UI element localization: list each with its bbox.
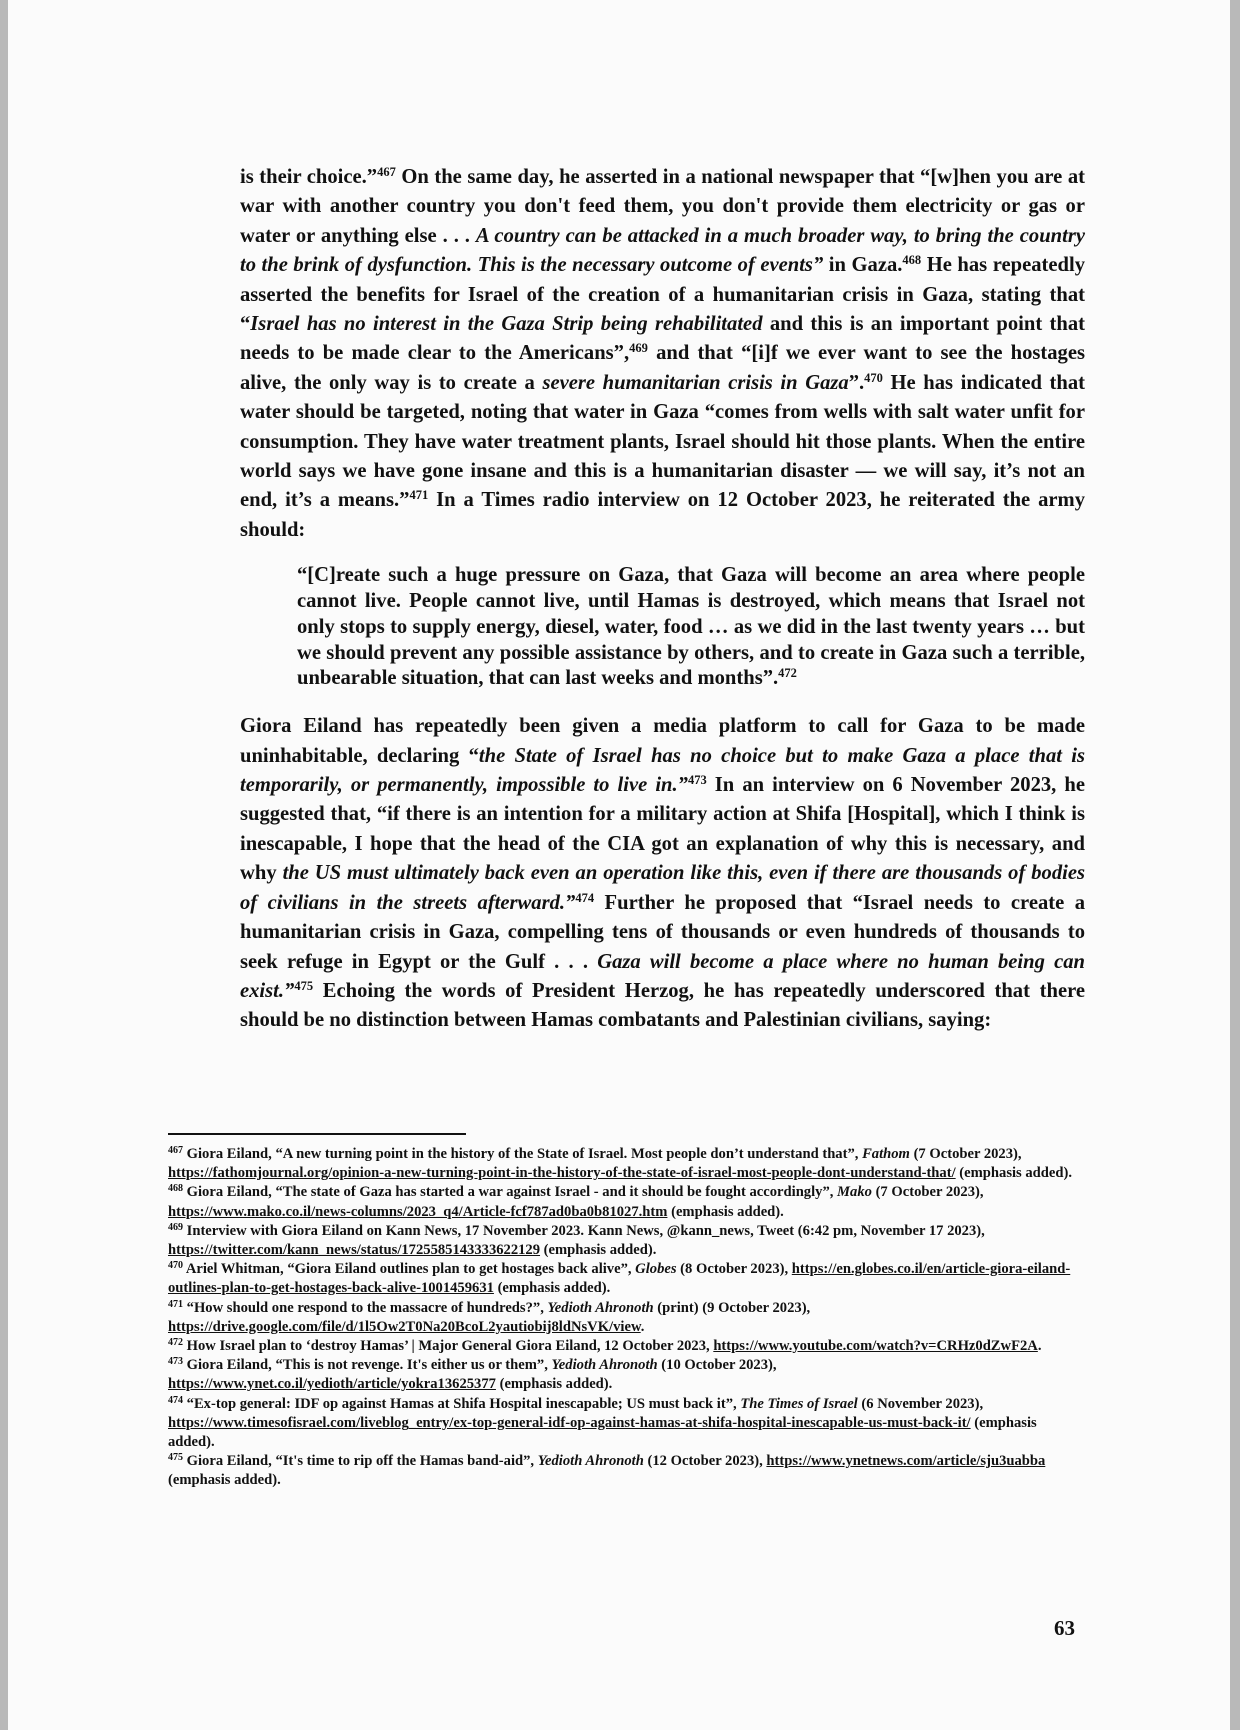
footnote-472: $^{472}$ How Israel plan to ‘destroy Hamas’ | Major General Giora Eiland, 12 October 2023, https://www.youtube.com/watch?v=CRHz0dZwF2A. bbox=[168, 1337, 1042, 1355]
footnote-ref: 469 bbox=[168, 1221, 183, 1233]
italic-emphasis: Mako bbox=[837, 1184, 872, 1201]
footnote-467: $^{467}$ Giora Eiland, “A new turning point in the history of the State of Israel. Most people don’t understand that”, Fathom (7 October 2023), https://fathomjournal.org/opinion-a-new-turning-point-in-the-history-of-the-state-of-israel-most-people-dont-understand-that/ (emphasis added). bbox=[168, 1145, 1073, 1182]
footnote-471: $^{471}$ “How should one respond to the massacre of hundreds?”, Yedioth Ahronoth (print) (9 October 2023), https://drive.google.com/file/d/1l5Ow2T0Na20BcoL2yautiobij8ldNsVK/view. bbox=[168, 1298, 811, 1335]
footnote-468: $^{468}$ Giora Eiland, “The state of Gaza has started a war against Israel - and it should be fought accordingly”, Mako (7 October 2023), https://www.mako.co.il/news-columns/2023_q4/Article-fcf787ad0ba0b81027.htm (emphasis added). bbox=[168, 1183, 984, 1220]
footnote-473: $^{473}$ Giora Eiland, “This is not revenge. It's either us or them”, Yedioth Ahronoth (10 October 2023), https://www.ynet.co.il/yedioth/article/yokra13625377 (emphasis added). bbox=[168, 1356, 777, 1393]
footnote-link[interactable]: https://www.ynet.co.il/yedioth/article/yokra13625377 bbox=[168, 1376, 496, 1393]
footnote-ref: 468 bbox=[902, 253, 922, 268]
footnote-link[interactable]: https://www.mako.co.il/news-columns/2023_q4/Article-fcf787ad0ba0b81027.htm bbox=[168, 1203, 668, 1220]
footnote-ref: 475 bbox=[294, 978, 314, 993]
footnote-link[interactable]: https://en.globes.co.il/en/article-giora-eiland-outlines-plan-to-get-hostages-back-alive-1001459631 bbox=[168, 1261, 1071, 1297]
footnote-ref: 473 bbox=[687, 773, 707, 788]
footnote-470: $^{470}$ Ariel Whitman, “Giora Eiland outlines plan to get hostages back alive”, Globes (8 October 2023), https://en.globes.co.il/en/article-giora-eiland-outlines-plan-to-get-hostages-back-alive-1001459631 (emphasis added). bbox=[168, 1260, 1071, 1297]
footnote-ref: 472 bbox=[168, 1337, 183, 1349]
footnote-ref: 468 bbox=[168, 1183, 183, 1195]
footnote-ref: 467 bbox=[168, 1145, 183, 1156]
footnote-ref: 473 bbox=[168, 1356, 183, 1368]
footnote-separator bbox=[168, 1133, 466, 1135]
body-text bbox=[240, 163, 1085, 1036]
footnotes bbox=[168, 1145, 1080, 1491]
footnote-ref: 475 bbox=[168, 1452, 183, 1464]
footnote-link[interactable]: https://www.ynetnews.com/article/sju3uabba bbox=[766, 1453, 1046, 1470]
page-number: 63 bbox=[1054, 1616, 1075, 1640]
italic-emphasis: Fathom bbox=[862, 1146, 910, 1162]
italic-emphasis: the State of Israel has no choice but to make Gaza a place that is temporarily, or permanently, impossible to live in.” bbox=[240, 744, 1085, 797]
footnote-ref: 470 bbox=[864, 370, 883, 385]
footnote-link[interactable]: https://fathomjournal.org/opinion-a-new-turning-point-in-the-history-of-the-state-of-israel-most-people-dont-understand-that/ bbox=[168, 1165, 956, 1182]
italic-emphasis: Globes bbox=[635, 1261, 677, 1278]
footnote-ref: 470 bbox=[168, 1260, 183, 1272]
footnote-ref: 474 bbox=[168, 1394, 183, 1406]
footnote-ref: 471 bbox=[168, 1298, 183, 1310]
italic-emphasis: the US must ultimately back even an operation like this, even if there are thousands of bodies of civilians in the streets afterward.” bbox=[240, 862, 1086, 914]
footnote-469: $^{469}$ Interview with Giora Eiland on Kann News, 17 November 2023. Kann News, @kann_news, Tweet (6:42 pm, November 17 2023), https://twitter.com/kann_news/status/1725585143333622129 (emphasis added). bbox=[168, 1221, 985, 1259]
block-quote: “[C]reate such a huge pressure on Gaza, that Gaza will become an area where people cannot live. People cannot live, until Hamas is destroyed, which means that Israel not only stops to supply energy, diesel, water, food … as we did in the last twenty years … but we should prevent any possible assistance by others, and to create in Gaza such a terrible, unbearable situation, that can last weeks and months”.$^{472}$ bbox=[297, 564, 1085, 690]
footnote-ref: 474 bbox=[575, 890, 595, 905]
body-paragraph: is their choice.”$^{467}$ On the same day, he asserted in a national newspaper that “[w]hen you are at war with another country you don't feed them, you don't provide them electricity or gas or water or anything else . . . A country can be attacked in a much broader way, to bring the country to the brink of dysfunction. This is the necessary outcome of events” in Gaza.$^{468}$ He has repeatedly asserted the benefits for Israel of the creation of a humanitarian crisis in Gaza, stating that “Israel has no interest in the Gaza Strip being rehabilitated and this is an important point that needs to be made clear to the Americans”,$^{469}$ and that “[i]f we ever want to see the hostages alive, the only way is to create a severe humanitarian crisis in Gaza”.$^{470}$ He has indicated that water should be targeted, noting that water in Gaza “comes from wells with salt water unfit for consumption. They have water treatment plants, Israel should hit those plants. When the entire world says we have gone insane and this is a humanitarian disaster — we will say, it’s not an end, it’s a means.”$^{471}$ In a Times radio interview on 12 October 2023, he reiterated the army should: bbox=[240, 165, 1086, 541]
italic-emphasis: A country can be attacked in a much broader way, to bring the country to the brink of dysfunction. This is the necessary outcome of events” bbox=[240, 224, 1085, 277]
body-paragraph: Giora Eiland has repeatedly been given a media platform to call for Gaza to be made uninhabitable, declaring “the State of Israel has no choice but to make Gaza a place that is temporarily, or permanently, impossible to live in.”$^{473}$ In an interview on 6 November 2023, he suggested that, “if there is an intention for a military action at Shifa [Hospital], which I think is inescapable, I hope that the head of the CIA got an explanation of why this is necessary, and why the US must ultimately back even an operation like this, even if there are thousands of bodies of civilians in the streets afterward.”$^{474}$ Further he proposed that “Israel needs to create a humanitarian crisis in Gaza, compelling tens of thousands or even hundreds of thousands to seek refuge in Egypt or the Gulf . . . Gaza will become a place where no human being can exist.”$^{475}$ Echoing the words of President Herzog, he has repeatedly underscored that there should be no distinction between Hamas combatants and Palestinian civilians, saying: bbox=[240, 715, 1086, 1032]
document-page bbox=[8, 0, 1230, 1730]
footnote-link[interactable]: https://www.youtube.com/watch?v=CRHz0dZwF2A bbox=[713, 1338, 1038, 1355]
footnote-ref: 467 bbox=[377, 165, 396, 179]
italic-emphasis: Yedioth Ahronoth bbox=[547, 1299, 654, 1316]
italic-emphasis: Yedioth Ahronoth bbox=[537, 1453, 644, 1470]
footnote-ref: 472 bbox=[778, 666, 797, 681]
footnote-474: $^{474}$ “Ex-top general: IDF op against Hamas at Shifa Hospital inescapable; US must back it”, The Times of Israel (6 November 2023), https://www.timesofisrael.com/liveblog_entry/ex-top-general-idf-op-against-hamas-at-shifa-hospital-inescapable-us-must-back-it/ (emphasis added). bbox=[168, 1394, 1037, 1451]
footnote-link[interactable]: https://www.timesofisrael.com/liveblog_entry/ex-top-general-idf-op-against-hamas-at-shifa-hospital-inescapable-us-must-back-it/ bbox=[168, 1414, 971, 1431]
footnote-475: $^{475}$ Giora Eiland, “It's time to rip off the Hamas band-aid”, Yedioth Ahronoth (12 October 2023), https://www.ynetnews.com/article/sju3uabba (emphasis added). bbox=[168, 1452, 1046, 1489]
italic-emphasis: The Times of Israel bbox=[740, 1395, 858, 1412]
italic-emphasis: Yedioth Ahronoth bbox=[551, 1357, 658, 1374]
footnote-ref: 471 bbox=[409, 488, 429, 503]
footnote-link[interactable]: https://drive.google.com/file/d/1l5Ow2T0Na20BcoL2yautiobij8ldNsVK/view bbox=[168, 1318, 641, 1335]
footnote-link[interactable]: https://twitter.com/kann_news/status/1725585143333622129 bbox=[168, 1242, 541, 1259]
italic-emphasis: Gaza will become a place where no human being can exist.” bbox=[240, 950, 1085, 1002]
italic-emphasis: Israel has no interest in the Gaza Strip being rehabilitated bbox=[250, 313, 763, 336]
italic-emphasis: severe humanitarian crisis in Gaza bbox=[542, 371, 849, 394]
footnote-ref: 469 bbox=[629, 341, 648, 356]
